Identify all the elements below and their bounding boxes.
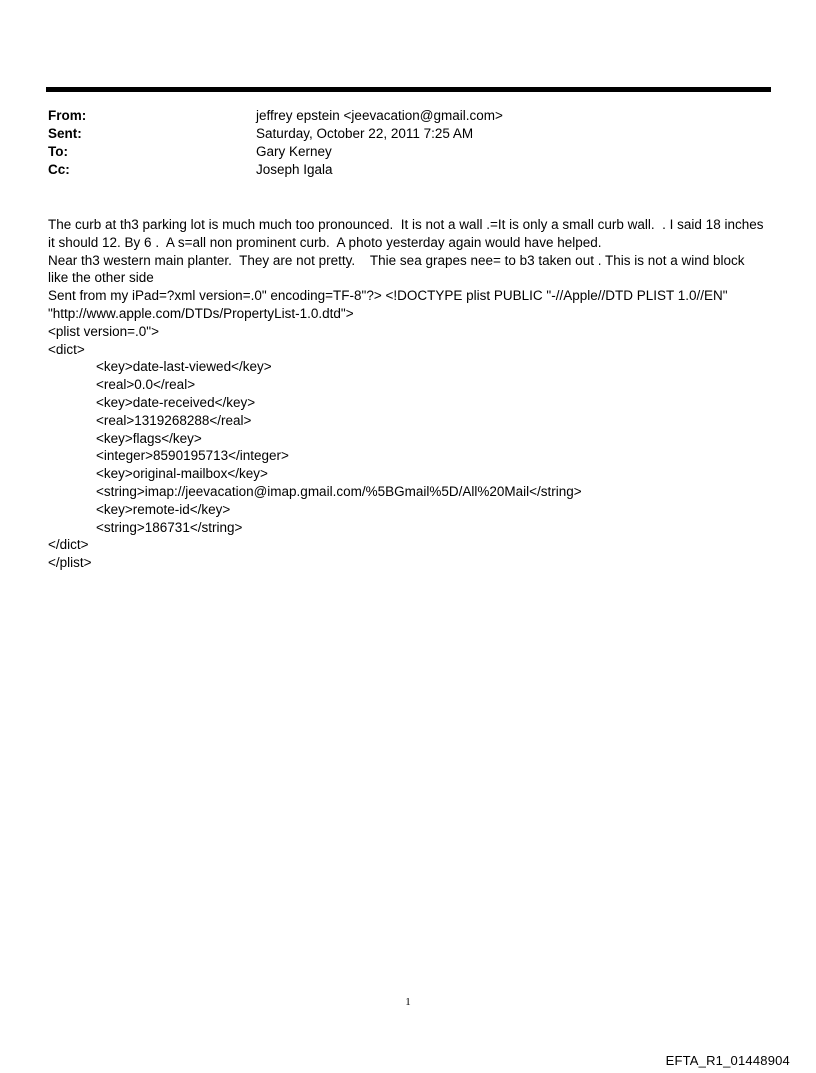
email-header xyxy=(48,107,748,179)
body-line: "http://www.apple.com/DTDs/PropertyList-1.0.dtd"> xyxy=(48,305,354,321)
dict-line: <key>original-mailbox</key> xyxy=(96,466,268,482)
email-body xyxy=(48,216,778,572)
dict-line: <integer>8590195713</integer> xyxy=(96,448,289,464)
cc-row xyxy=(48,161,748,179)
dict-line: <real>0.0</real> xyxy=(96,377,196,393)
dict-line: <key>remote-id</key> xyxy=(96,501,231,517)
to-label: To: xyxy=(48,144,68,159)
page-number: 1 xyxy=(405,996,411,1008)
dict-line: <key>date-last-viewed</key> xyxy=(96,359,272,375)
to-value: Gary Kerney xyxy=(256,144,332,159)
closing-line: </dict> xyxy=(48,537,89,553)
header-divider xyxy=(46,87,771,92)
cc-label: Cc: xyxy=(48,162,70,177)
body-line: it should 12. By 6 . A s=all non prominent curb. A photo yesterday again would have helped. xyxy=(48,234,602,250)
sent-row xyxy=(48,125,748,143)
dict-line: <real>1319268288</real> xyxy=(96,412,252,428)
body-line: The curb at th3 parking lot is much much too pronounced. It is not a wall .=It is only a small curb wall. . I said 18 inches xyxy=(48,217,764,232)
cc-value: Joseph Igala xyxy=(256,162,333,177)
body-line: Sent from my iPad=?xml version=.0" encoding=TF-8"?> <!DOCTYPE plist PUBLIC "-//Apple//DTD PLIST 1.0//EN" xyxy=(48,288,728,304)
dict-line: <string>imap://jeevacation@imap.gmail.com/%5BGmail%5D/All%20Mail</string> xyxy=(96,483,582,499)
bates-number: EFTA_R1_01448904 xyxy=(665,1053,790,1068)
closing-line: </plist> xyxy=(48,555,92,571)
from-label: From: xyxy=(48,108,87,123)
from-row xyxy=(48,107,748,125)
dict-line: <key>flags</key> xyxy=(96,430,202,446)
sent-label: Sent: xyxy=(48,126,82,141)
body-line: Near th3 western main planter. They are not pretty. Thie sea grapes nee= to b3 taken out . This is not a wind block xyxy=(48,252,745,268)
sent-value: Saturday, October 22, 2011 7:25 AM xyxy=(256,126,474,141)
body-line: like the other side xyxy=(48,270,154,286)
body-line: <plist version=.0"> xyxy=(48,323,159,339)
from-value: jeffrey epstein <jeevacation@gmail.com> xyxy=(256,108,503,123)
body-line: <dict> xyxy=(48,341,85,357)
dict-line: <key>date-received</key> xyxy=(96,394,256,410)
dict-line: <string>186731</string> xyxy=(96,519,243,535)
to-row xyxy=(48,143,748,161)
